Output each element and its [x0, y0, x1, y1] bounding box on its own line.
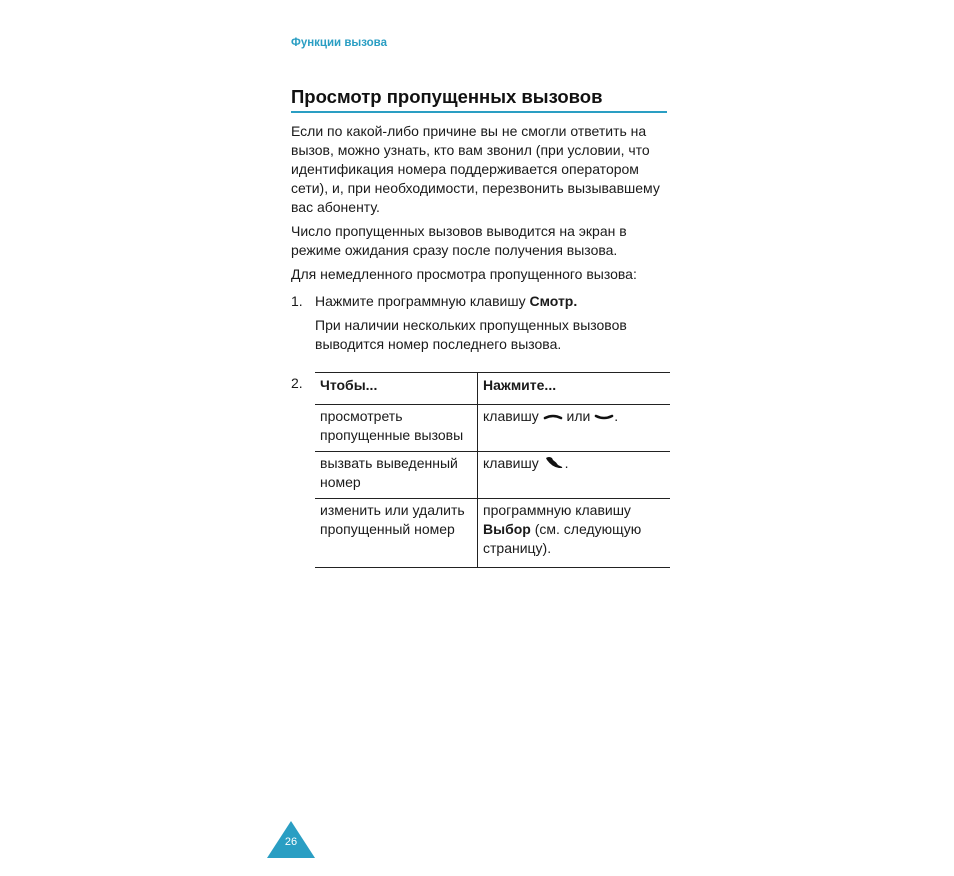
paragraph: Для немедленного просмотра пропущенного вызова: — [291, 266, 637, 282]
softkey-name: Смотр. — [529, 293, 578, 309]
steps-list — [291, 292, 671, 359]
action-table — [315, 372, 670, 568]
table-cell-action: просмотреть пропущенные вызовы — [315, 405, 478, 452]
table-row — [315, 499, 670, 568]
cell-text: или — [562, 408, 595, 424]
paragraph: Если по какой-либо причине вы не смогли ответить на вызов, можно узнать, кто вам звонил (при условии, что идентификация номера поддерживается оператором сети), и, при необходимости, перезвонить вызывавшему вас абоненту. — [291, 123, 660, 215]
step-2-number: 2. — [291, 375, 303, 391]
softkey-name: Выбор — [483, 521, 531, 537]
nav-right-key-icon — [594, 408, 614, 427]
table-row — [315, 452, 670, 499]
cell-text: программную клавишу — [483, 502, 631, 518]
intro-text — [291, 122, 671, 289]
cell-text: (см. следующую страницу). — [483, 521, 642, 556]
cell-text: . — [564, 455, 569, 471]
step-number: 1. — [291, 293, 303, 309]
step-1 — [291, 292, 671, 354]
paragraph: Число пропущенных вызовов выводится на экран в режиме ожидания сразу после получения вызова. — [291, 223, 627, 258]
table-row — [315, 405, 670, 452]
page-number: 26 — [284, 836, 298, 848]
cell-text: . — [614, 408, 619, 424]
send-call-key-icon — [543, 455, 565, 474]
table-cell-action: вызвать выведенный номер — [315, 452, 478, 499]
table-cell-press — [478, 499, 671, 568]
table-cell-press — [478, 452, 671, 499]
step-note: При наличии нескольких пропущенных вызовов выводится номер последнего вызова. — [315, 317, 627, 352]
table-cell-press — [478, 405, 671, 452]
cell-text: клавишу — [483, 408, 543, 424]
step-instruction — [315, 292, 671, 311]
page-title: Просмотр пропущенных вызовов — [291, 86, 667, 113]
table-header-row — [315, 373, 670, 405]
cell-text: клавишу — [483, 455, 543, 471]
column-header: Нажмите... — [478, 373, 671, 405]
column-header: Чтобы... — [315, 373, 478, 405]
nav-left-key-icon — [543, 408, 563, 427]
table-cell-action: изменить или удалить пропущенный номер — [315, 499, 478, 568]
step-text: Нажмите программную клавишу — [315, 293, 530, 309]
section-label: Функции вызова — [291, 37, 387, 49]
